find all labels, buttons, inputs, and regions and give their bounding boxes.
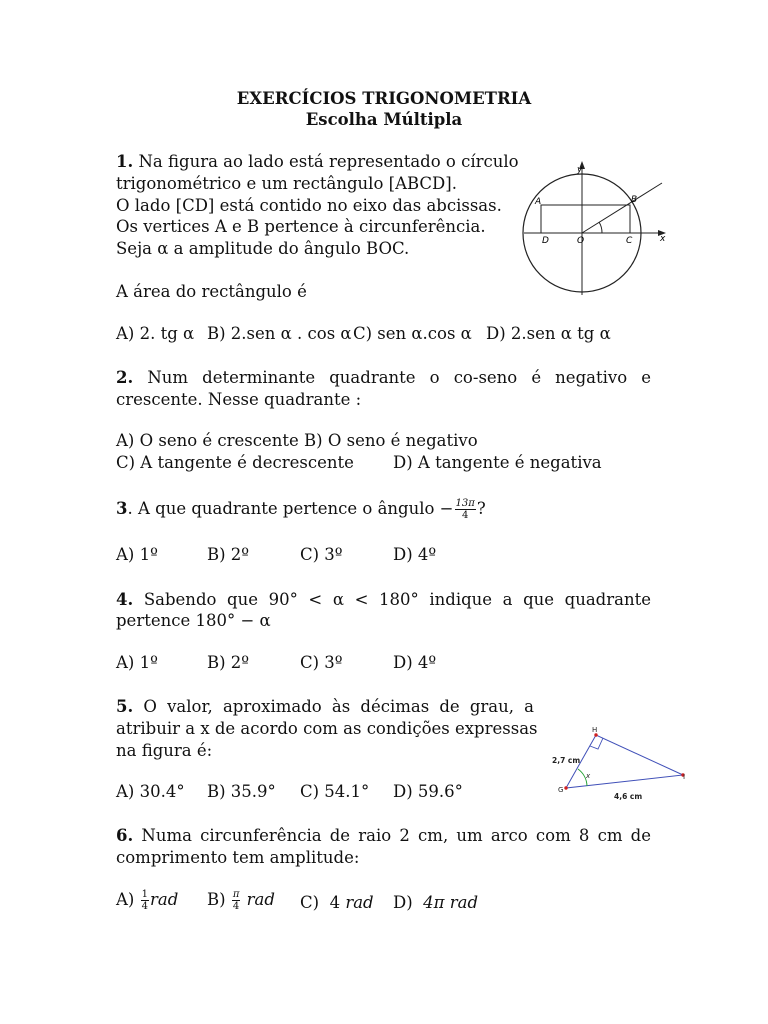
option-c: C) A tangente é decrescente (116, 453, 354, 472)
question-number: 6. (116, 826, 134, 845)
angle-label-x: x (586, 772, 591, 780)
option-c: C) sen α.cos α (353, 324, 472, 343)
option-d: D) A tangente é negativa (393, 453, 602, 472)
option-c: C) 54.1° (300, 782, 370, 801)
option-a: A) 30.4° (116, 782, 185, 801)
question-text-line: comprimento tem amplitude: (116, 848, 360, 867)
option-b: B) 2º (207, 653, 250, 672)
option-a: A) 2. tg α (116, 324, 195, 343)
point-label-c: C (626, 236, 633, 246)
option-d: D) 4º (393, 545, 437, 564)
question-number: 5. (116, 697, 134, 716)
point-label-b: B (631, 195, 638, 205)
question-text-line: Numa circunferência de raio 2 cm, um arco com 8 cm de (141, 826, 651, 845)
unit-circle-figure (520, 155, 670, 300)
question-text-line: crescente. Nesse quadrante : (116, 390, 362, 409)
question-text-line: atribuir a x de acordo com as condições expressas (116, 719, 538, 738)
option-d: D) 4º (393, 653, 437, 672)
point-label-o: O (577, 236, 585, 246)
option-a: A) 1º (116, 545, 158, 564)
vertex-label-i: I (683, 773, 686, 781)
question-number: 1. (116, 152, 134, 171)
question-text-line: na figura é: (116, 741, 213, 760)
page-title: EXERCÍCIOS TRIGONOMETRIA (236, 89, 532, 108)
question-text-line: Na figura ao lado está representado o círculo (138, 152, 519, 171)
right-triangle-figure (548, 722, 693, 804)
fraction: $\frac{13\pi}{4}$ (455, 498, 475, 521)
question-prompt: A área do rectângulo é (116, 282, 307, 301)
question-number: 4. (116, 590, 134, 609)
point-label-d: D (542, 236, 549, 246)
side-label-gh: 2,7 cm (552, 756, 581, 765)
option-b: B) 35.9° (207, 782, 276, 801)
question-text-line: O lado [CD] está contido no eixo das abcissas. (116, 196, 502, 215)
page-subtitle: Escolha Múltipla (305, 110, 463, 129)
option-a-b: A) O seno é crescente B) O seno é negativo (116, 431, 478, 450)
worksheet-page: EXERCÍCIOS TRIGONOMETRIA Escolha Múltipla 1. Na figura ao lado está representado o círculo trigonométrico e um rectângulo [ABCD]. O lado [CD] está contido no eixo das abcissas. Os vertices A e B pertence à circunferência. Seja α a amplitude do ângulo BOC. A área do rectângulo é A) 2. tg α B) 2.sen α . cos α C) sen α.cos α D) 2.sen α tg α y x A B C D O 2. Num determinante quadrante o co-seno é negativo e crescente. Nesse quadrante : A) O seno é crescente B) O seno é negativo C) A tangente é decrescente D) A tangente é negativa 3. A que quadrante pertence o ângulo − $\frac{13\pi}{4}$ ? A) 1º B) 2º C) 3º D) 4º 4. Sabendo que 90° < α < 180° indique a que quadrante pertence 180° − α A) 1º B) 2º C) 3º D) 4º 5. O valor, aproximado às décimas de grau, a atribuir a x de acordo com as condições expressas na figura é: A) 30.4° B) 35.9° C) 54.1° D) 59.6° H G I 2,7 cm 4,6 cm x 6. Numa circunferência de raio 2 cm, um arco com 8 cm de comprimento tem amplitude: A) $\frac{1}{4}$ rad B) $\frac{\pi}{4}$ rad C) 4 rad D) 4π rad (0, 0, 768, 1024)
option-d: D) 59.6° (393, 782, 463, 801)
vertex-label-h: H (592, 726, 598, 734)
option-c: C) 3º (300, 545, 343, 564)
question-number: 3 (116, 499, 128, 518)
question-text-line: Os vertices A e B pertence à circunferência. (116, 217, 486, 236)
question-text: . A que quadrante pertence o ângulo − (127, 499, 454, 518)
axis-label-x: x (660, 234, 666, 244)
question-text-line: O valor, aproximado às décimas de grau, a (143, 697, 534, 716)
option-c: C) 4 rad (300, 893, 374, 912)
question-text-line: Seja α a amplitude do ângulo BOC. (116, 239, 410, 258)
axis-label-y: y (577, 165, 583, 175)
question-text-line: Sabendo que 90° < α < 180° indique a que quadrante (143, 590, 651, 609)
option-b: B) 2º (207, 545, 250, 564)
option-c: C) 3º (300, 653, 343, 672)
option-d: D) 4π rad (393, 893, 479, 912)
question-number: 2. (116, 368, 134, 387)
question-text-line: pertence 180° − α (116, 611, 271, 630)
side-label-gi: 4,6 cm (614, 792, 643, 801)
option-a: A) 1º (116, 653, 158, 672)
option-d: D) 2.sen α tg α (486, 324, 611, 343)
vertex-label-g: G (558, 786, 564, 794)
option-b: B) 2.sen α . cos α (207, 324, 352, 343)
option-a: A) $\frac{1}{4}$ rad (116, 889, 179, 912)
point-label-a: A (535, 197, 542, 207)
question-text-line: trigonométrico e um rectângulo [ABCD]. (116, 174, 457, 193)
option-b: B) $\frac{\pi}{4}$ rad (207, 889, 275, 912)
question-text-line: Num determinante quadrante o co-seno é negativo e (147, 368, 651, 387)
